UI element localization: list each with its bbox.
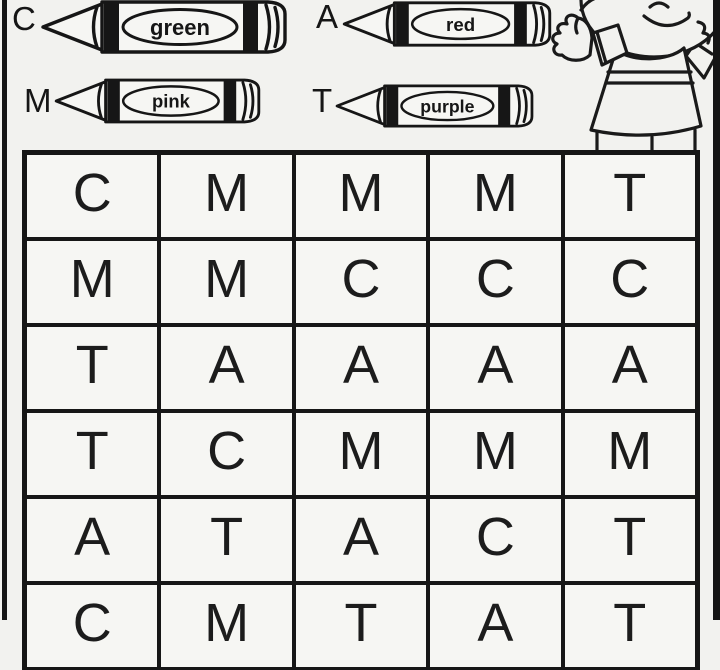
grid-cell: T: [27, 327, 157, 409]
grid-cell: T: [27, 413, 157, 495]
key-letter-t: T: [312, 82, 333, 119]
key-item-red: [300, 0, 560, 60]
grid-cell: C: [430, 241, 560, 323]
grid-cell: A: [27, 499, 157, 581]
purple-crayon-icon: [333, 80, 536, 132]
grid-cell: T: [565, 155, 695, 237]
key-item-green: [0, 0, 300, 60]
grid-cell: C: [161, 413, 291, 495]
grid-cell: T: [565, 585, 695, 667]
key-item-pink: [0, 74, 300, 134]
grid-cell: M: [430, 413, 560, 495]
grid-cell: M: [27, 241, 157, 323]
green-crayon-icon: [38, 0, 290, 55]
grid-cell: T: [296, 585, 426, 667]
crayon-color-label: red: [446, 13, 476, 35]
key-letter-c: C: [12, 0, 36, 37]
grid-cell: M: [430, 155, 560, 237]
key-letter-a: A: [316, 0, 339, 35]
page-edge-left-rule: [2, 0, 7, 620]
crayon-color-label: purple: [420, 96, 475, 117]
grid-cell: C: [296, 241, 426, 323]
grid-cell: A: [296, 499, 426, 581]
grid-cell: A: [430, 327, 560, 409]
grid-cell: T: [161, 499, 291, 581]
grid-cell: M: [296, 413, 426, 495]
grid-cell: A: [161, 327, 291, 409]
red-crayon-icon: [340, 0, 554, 50]
pink-crayon-icon: [52, 75, 263, 127]
grid-cell: A: [430, 585, 560, 667]
crayon-color-label: green: [150, 15, 210, 40]
grid-cell: M: [161, 241, 291, 323]
grid-cell: C: [565, 241, 695, 323]
grid-cell: M: [161, 155, 291, 237]
grid-cell: M: [565, 413, 695, 495]
key-item-purple: [300, 74, 560, 134]
letter-grid: [22, 150, 700, 670]
grid-cell: C: [430, 499, 560, 581]
grid-cell: T: [565, 499, 695, 581]
grid-cell: C: [27, 585, 157, 667]
crayon-color-label: pink: [151, 90, 190, 112]
waving-kid-clipart: [548, 0, 720, 152]
key-letter-m: M: [24, 82, 52, 119]
grid-cell: M: [161, 585, 291, 667]
grid-cell: M: [296, 155, 426, 237]
grid-cell: A: [296, 327, 426, 409]
grid-cell: A: [565, 327, 695, 409]
page-edge-right-rule: [713, 0, 720, 620]
grid-cell: C: [27, 155, 157, 237]
